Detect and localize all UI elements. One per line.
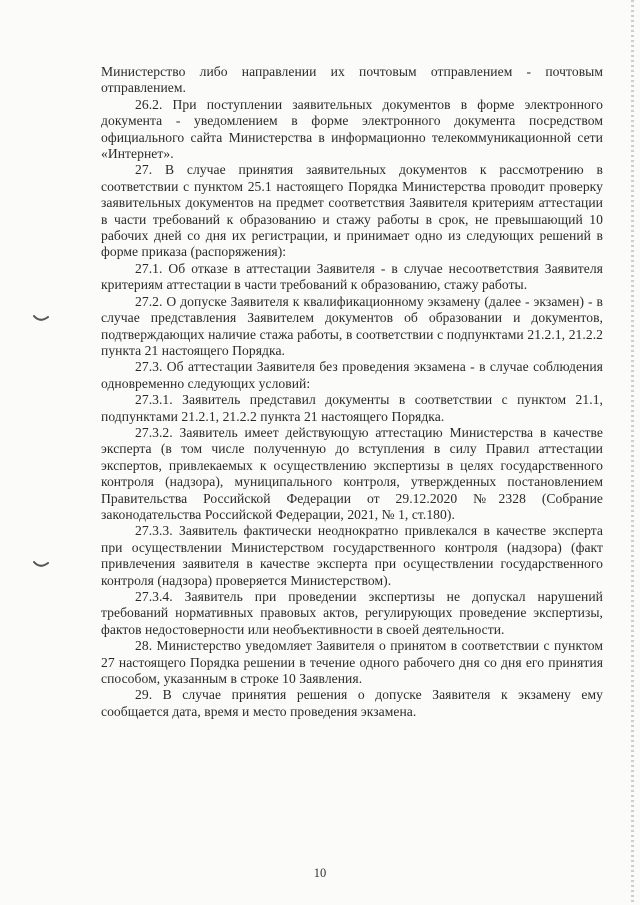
binder-hole-mark-icon — [33, 314, 49, 323]
paragraph: 27.3. Об аттестации Заявителя без проведения экзамена - в случае соблюдения одновременно следующих условий: — [101, 359, 603, 391]
document-body — [101, 64, 603, 720]
paragraph: Министерство либо направлении их почтовым отправлением - почтовым отправлением. — [101, 64, 603, 96]
paragraph: 27.1. Об отказе в аттестации Заявителя - в случае несоответствия Заявителя критериям аттестации в части требований к образованию, стажу работы. — [101, 260, 603, 293]
page-number: 10 — [313, 866, 327, 880]
binder-hole-mark-icon — [33, 560, 49, 569]
paragraph: 27. В случае принятия заявительных документов к рассмотрению в соответствии с пунктом 25.1 настоящего Порядка Министерства проводит проверку заявительных документов на предмет соответствия Заявителя критериям аттестации в части требований к образованию и стажу работы в срок, не превышающий 10 рабочих дней со дня их регистрации, и принимает одно из следующих решений в форме приказа (распоряжения): — [101, 162, 603, 260]
paragraph: 27.3.3. Заявитель фактически неоднократно привлекался в качестве эксперта при осуществлении Министерством государственного контроля (надзора) (факт привлечения заявителя в качестве эксперта при осуществлении государственного контроля (надзора) проверяется Министерством). — [101, 523, 603, 588]
paragraph: 27.3.4. Заявитель при проведении экспертизы не допускал нарушений требований нормативных правовых актов, регулирующих проведение экспертизы, фактов недостоверности или необъективности в своей деятельности. — [101, 589, 603, 637]
paragraph: 27.2. О допуске Заявителя к квалификационному экзамену (далее - экзамен) - в случае представления Заявителем документов об образовании и документов, подтверждающих наличие стажа работы, в соответствии с подпунктами 21.2.1, 21.2.2 пункта 21 настоящего Порядка. — [101, 293, 603, 358]
paragraph: 26.2. При поступлении заявительных документов в форме электронного документа - уведомлением в форме электронного документа посредством официального сайта Министерства в информационно телекоммуникационной сети «Интернет». — [101, 96, 603, 162]
paragraph: 29. В случае принятия решения о допуске Заявителя к экзамену ему сообщается дата, время и место проведения экзамена. — [101, 687, 603, 719]
paragraph: 28. Министерство уведомляет Заявителя о принятом в соответствии с пунктом 27 настоящего Порядка решении в течение одного рабочего дня со дня его принятия способом, указанным в строке 10 Заявления. — [101, 638, 603, 687]
paragraph: 27.3.1. Заявитель представил документы в соответствии с пунктом 21.1, подпунктами 21.2.1, 21.2.2 пункта 21 настоящего Порядка. — [101, 392, 603, 424]
paragraph: 27.3.2. Заявитель имеет действующую аттестацию Министерства в качестве эксперта (в том числе полученную до вступления в силу Правил аттестации экспертов, привлекаемых к осуществлению экспертизы в целях государственного контроля (надзора), муниципального контроля, утвержденных постановлением Правительства Российской Федерации от 29.12.2020 №2328 (Собрание законодательства Российской Федерации, 2021, № 1, ст.180). — [101, 424, 603, 522]
scan-edge-streak — [631, 0, 634, 905]
